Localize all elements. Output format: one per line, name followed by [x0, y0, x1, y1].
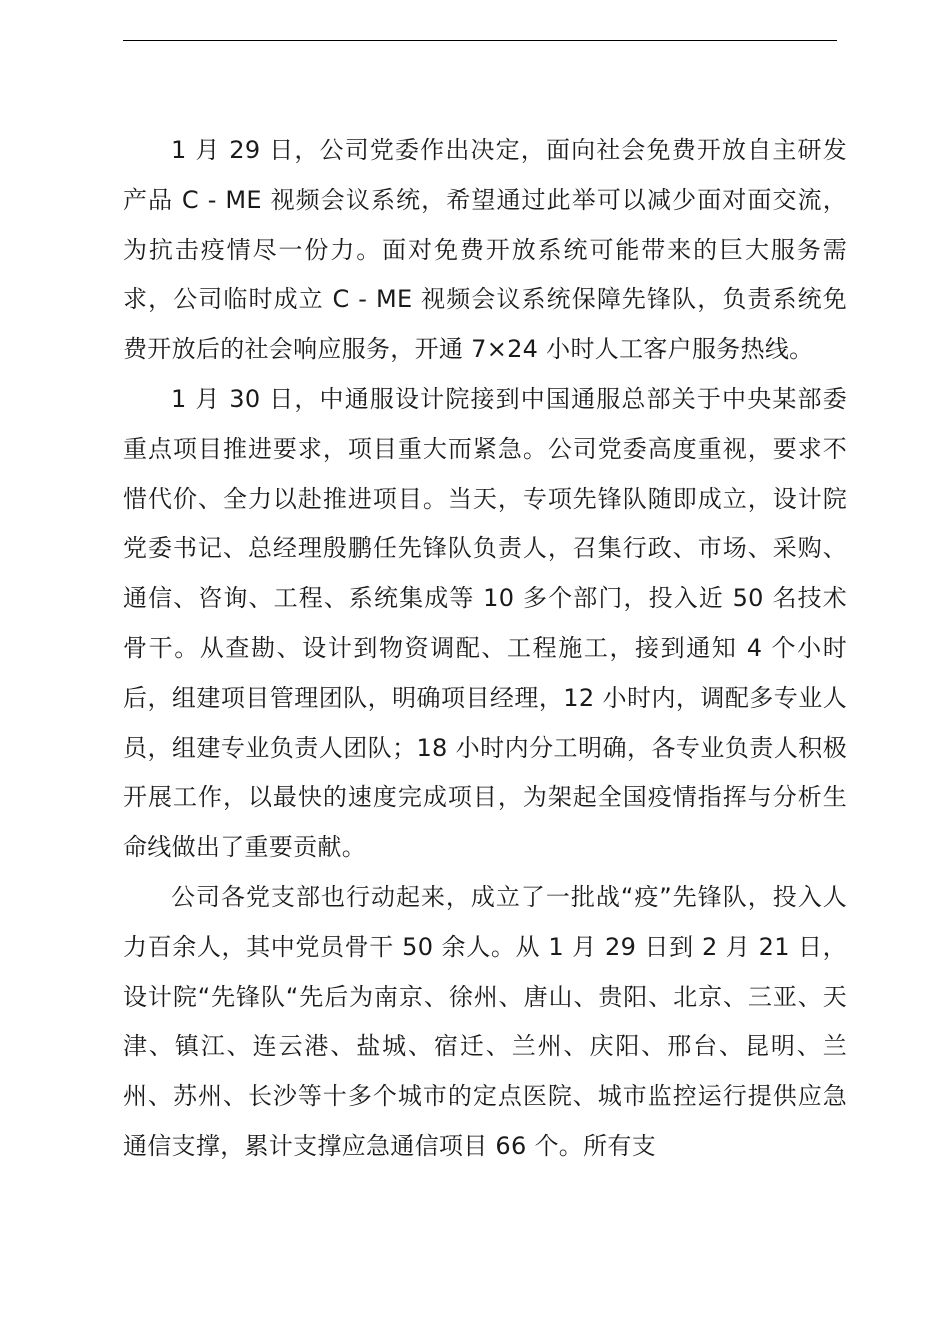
header-rule: [123, 40, 837, 41]
document-body: [123, 126, 847, 1172]
paragraph-party-branch-vanguard: 公司各党支部也行动起来，成立了一批战“疫”先锋队，投入人力百余人，其中党员骨干 50 余人。从 1 月 29 日到 2 月 21 日，设计院“先锋队“先后为南京、徐州、唐山、贵阳、北京、三亚、天津、镇江、连云港、盐城、宿迁、兰州、庆阳、邢台、昆明、兰州、苏州、长沙等十多个城市的定点医院、城市监控运行提供应急通信支撑，累计支撑应急通信项目 66 个。所有支: [123, 882, 847, 1160]
paragraph-design-institute-project: 1 月 30 日，中通服设计院接到中国通服总部关于中央某部委重点项目推进要求，项目重大而紧急。公司党委高度重视，要求不惜代价、全力以赴推进项目。当天，专项先锋队随即成立，设计院党委书记、总经理殷鹏任先锋队负责人，召集行政、市场、采购、通信、咨询、工程、系统集成等 10 多个部门，投入近 50 名技术骨干。从查勘、设计到物资调配、工程施工，接到通知 4 个小时后，组建项目管理团队，明确项目经理，12 小时内，调配多专业人员，组建专业负责人团队；18 小时内分工明确，各专业负责人积极开展工作，以最快的速度完成项目，为架起全国疫情指挥与分析生命线做出了重要贡献。: [123, 384, 847, 862]
paragraph-cme-video-conference: 1 月 29 日，公司党委作出决定，面向社会免费开放自主研发产品 C - ME 视频会议系统，希望通过此举可以减少面对面交流，为抗击疫情尽一份力。面对免费开放系统可能带来的巨大服务需求，公司临时成立 C - ME 视频会议系统保障先锋队，负责系统免费开放后的社会响应服务，开通 7×24 小时人工客户服务热线。: [123, 136, 847, 364]
